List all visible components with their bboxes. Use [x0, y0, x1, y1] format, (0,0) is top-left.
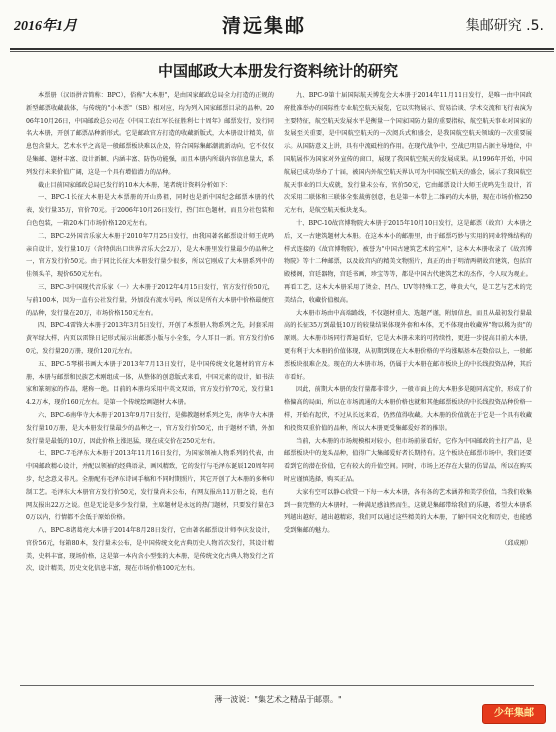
- header-rule: [10, 48, 554, 50]
- author-signature: （邱成刚）: [501, 539, 532, 547]
- paragraph: 九、BPC-9第十届国际航天博览会大本册于2014年11月11日发行，是唯一由中国政府批准举办的国际性专业航空航天展览，它以实物展示、贸易洽谈、学术交流和飞行表演为主要特征，航空航天发展水平是衡量一个国家国防力量的重要指标，航空航天事业对国家的发展至关重要，是中国航空航天的一次阅兵式和盛会，是我国航空航天领域的一次重要展示。从国防意义上讲，具有中流砥柱的作用。在现代战争中，空战已明显占据主导地位，中国航展作为国家对外宣传的窗口，展现了我国航空航天的发展成果。从1996年开始，中国航展已成功举办了十届，被国内外航空航天界认可为中国航空航天的盛会，展示了我国航空航天事业的巨大成就，发行量未公布，官价50元，它由邮票设计大师王虎鸣先生设计，首次采用二联体和三联体全张裁剪创意，也是第一本带上二维码的大本册，现在市场价格250元左右，是航空航天板块龙头。: [284, 92, 532, 215]
- paragraph: 截止目前国家邮政总局已发行的10本大本册，笔者统计资料分析如下：: [38, 181, 232, 189]
- paragraph: 二、BPC-2外国音乐家大本册于2010年7月25日发行，由我国著名邮票设计师王虎鸣亲自设计，发行量10万（含特供出口世界音乐大会2万），是大本册里发行量最少的品种之一，官方发行价50元。由于同比长征大本册发行量少很多，所以它刚成了大本册系列中的佳领头羊，现价650元左右。: [26, 232, 274, 279]
- paragraph: 四、BPC-4雷锋大本册于2013年3月5日发行，开创了本票册人物系列之先，封套采用黄军绿大样，内页以雷锋日记形式展示出邮票小版与小全张，令人耳目一新。官方发行价60元，发行量20万册，现价120元左右。: [26, 322, 274, 355]
- paragraph: 五、BPC-5琴棋书画大本册于2013年7月13日发行，是中国传统文化题材的官方本册，本册与邮票和民族艺术刚组成一体，从整体的创意版式来看，中国元素的设计，如书法家和篆刻家的作品，堪称一绝。目前的本册均采用中英文双语，官方发行价70元，发行量14.2万本，现价160元左右。是第一个传统绘画题材大本册。: [26, 360, 274, 407]
- newsletter-logo: 清远集邮: [222, 15, 307, 37]
- footer-rule: [20, 685, 534, 686]
- watermark-badge: 少年集邮: [482, 704, 546, 724]
- paragraph: 大家有空可以静心欣赏一下每一本大本册，各有各的艺术涵养和美学价值，当我们收集到一套完整的大本册时，一种满足感油然而生，这就是集邮带给我们的乐趣，希望大本册系列越出越好，越出越精彩，我们可以通过这些精美的大本册，了解中国文化和历史，也能感受到集邮的魅力。: [284, 488, 532, 535]
- paragraph: 十、BPC-10故宫博物院大本册于2015年10月10日发行，这是邮票（故宫）大本册之后，又一古建筑题材大本册。在这本本小的邮册里，由于邮票巧妙与实用的同业特殊结构的样式连接的《故宫博物院》，被誉为"中国古建筑艺术的宝库"，这本大本册收录了《故宫博物院》等十二种邮票，以及故宫内的精美文物照片，真正的由于明清两朝故宫建筑，包括宫殿楼阁，宫廷器物，宫廷书画，珍宝等等，都是中国古代建筑艺术的杰作，令人叹为观止。再看工艺，这本大本册采用了烫金、凹凸、UV等特殊工艺，尊贵大气，是工艺与艺术的完美结合，收藏价值极高。: [284, 219, 532, 304]
- header-rule-thin: [10, 51, 554, 52]
- left-column: [26, 90, 274, 676]
- paragraph: 七、BPC-7毛泽东大本册于2013年11月16日发行，为国家领袖人物系列的代表，由中国邮政精心设计，并配以领袖的经典语录，画风精致，它的发行与毛泽东诞辰120周年同步，纪念意义非凡。全册配有毛泽东诗词手稿和不同时期照片，其它开创了大本册的多种印制工艺。毛泽东大本册官方发行价50元，发行量尚未公布，有网友报出11万册之说，也有网友报出22万之说。但是无论是多少发行量，主席题材是永远的热门题材，只要发行量在30万以内，行情都不会低于原始价格。: [26, 450, 274, 522]
- right-column: [284, 90, 532, 676]
- paragraph: 一、BPC-1长征大本册是大本票册的开山鼻祖，同时也是新中国纪念邮票本册的代表，发行量35万，官价70元。于2006年10月26日发行，热门红色题材，而且分社包装和白色包装，一箱20本门市场价格120元左右。: [26, 194, 274, 227]
- paragraph: 大本册市场由中高端路线，不仅题材重大、选题严谨，附加信息，而且从最初发行量最高的长征35万到最低10万的较量结果体现外套和本体，无不体现由收藏界"物以稀为贵"的原则。大本册市场同行普遍看好，它是大本册未来的可持续性，更进一步提高目前大本册，更有利于大本册的价值体现，从初期到现在大本册价格的平均涨幅基本在数倍以上，一般邮票板块很难企及。现在的大本册市场，仍属于大本册在邮市板块上的中长线投资品种，其后市看好。: [284, 309, 532, 381]
- paragraph: 三、BPC-3中国现代音乐家（一）大本册于2012年4月15日发行，官方发行价50元，与前100本，因为一直有公社发行量，外加没有流水号码，所以是所有大本册中价格最便宜的品种，发行量在20万，市场价格150元左右。: [26, 283, 274, 317]
- paragraph: 本票册（汉语拼音简称：BPC），俗称"大本册"，是由国家邮政总局全力打造的正规的新型邮票收藏载体，与传统的"小本票"（SB）相对应，均为列入国家邮票目录的品种。2006年10月26日，中国邮政总公司在《中国工农红军长征胜利七十周年》邮票发行，发行同名大本册，开创了邮票品种新形式。它是邮政官方打造的收藏新版式，大本册设计精美，信息包含量大，艺术水平之高是一般邮票板块难以企及，符合国际集邮潮流新动向，它不仅仅是集邮、题材丰富、设计新颖、内涵丰富、防伪功能强，而且本册内所载内容信息量大，系列发行未来价值广阔，这是一个具有增值潜力的品种。: [26, 92, 274, 176]
- footer-quote: 薄一波说："集艺术之精品于邮票。": [214, 695, 342, 704]
- paragraph: 八、BPC-8诸葛亮大本册于2014年8月28日发行，它由著名邮票设计师李庆发设计，官价56元，每箱80本，发行量未公布，是中国传统文化古典历史人物首次发行，其设计精美，史料丰富，现场价格，这是第一本内含小型张的大本册，是传统文化古典人物发行之首次，设计精美，历史文化信息丰富，现在市场价格100元左右。: [26, 527, 274, 573]
- article-title: 中国邮政大本册发行资料统计的研究: [157, 62, 398, 80]
- issue-date: 2016年1月: [14, 19, 77, 34]
- paragraph: 因此，前期大本册的发行量都非常少，一般市面上的大本册多是随同高定价，形成了价格偏高的局面，所以在市场流通的大本册价格也就和其他邮票板块的中长线投资品种价格一样，开始有起伏，不过从长远来看，仍然值得收藏。大本册的价值就在于它是一个具有收藏和投资双重价值的品种，所以大本册更受集邮爱好者的推崇。: [284, 386, 532, 432]
- paragraph: 六、BPC-6南华寺大本册于2013年9月7日发行，是佛教题材系列之先，南华寺大本册发行量10万册，是大本册发行量最少的品种之一，官方发行价50元，由于题材不错，外加发行量是最低的10万，因此价格上涨迅猛，现在成交价在250元左右。: [26, 411, 274, 445]
- page-header: [6, 10, 550, 44]
- paragraph: 当前，大本册的市场规模相对较小，但市场前景看好，它作为中国邮政的主打产品，是邮票板块中的龙头品种，值得广大集邮爱好者长期持有。这个板块在邮票市场中，我们还要看到它的潜在价值，它有较大的升值空间。同时，市场上还存在大量的仿冒品，所以在购买时应谨慎选择，购买正品。: [284, 437, 532, 483]
- journal-section: 集邮研究 .5.: [465, 18, 544, 34]
